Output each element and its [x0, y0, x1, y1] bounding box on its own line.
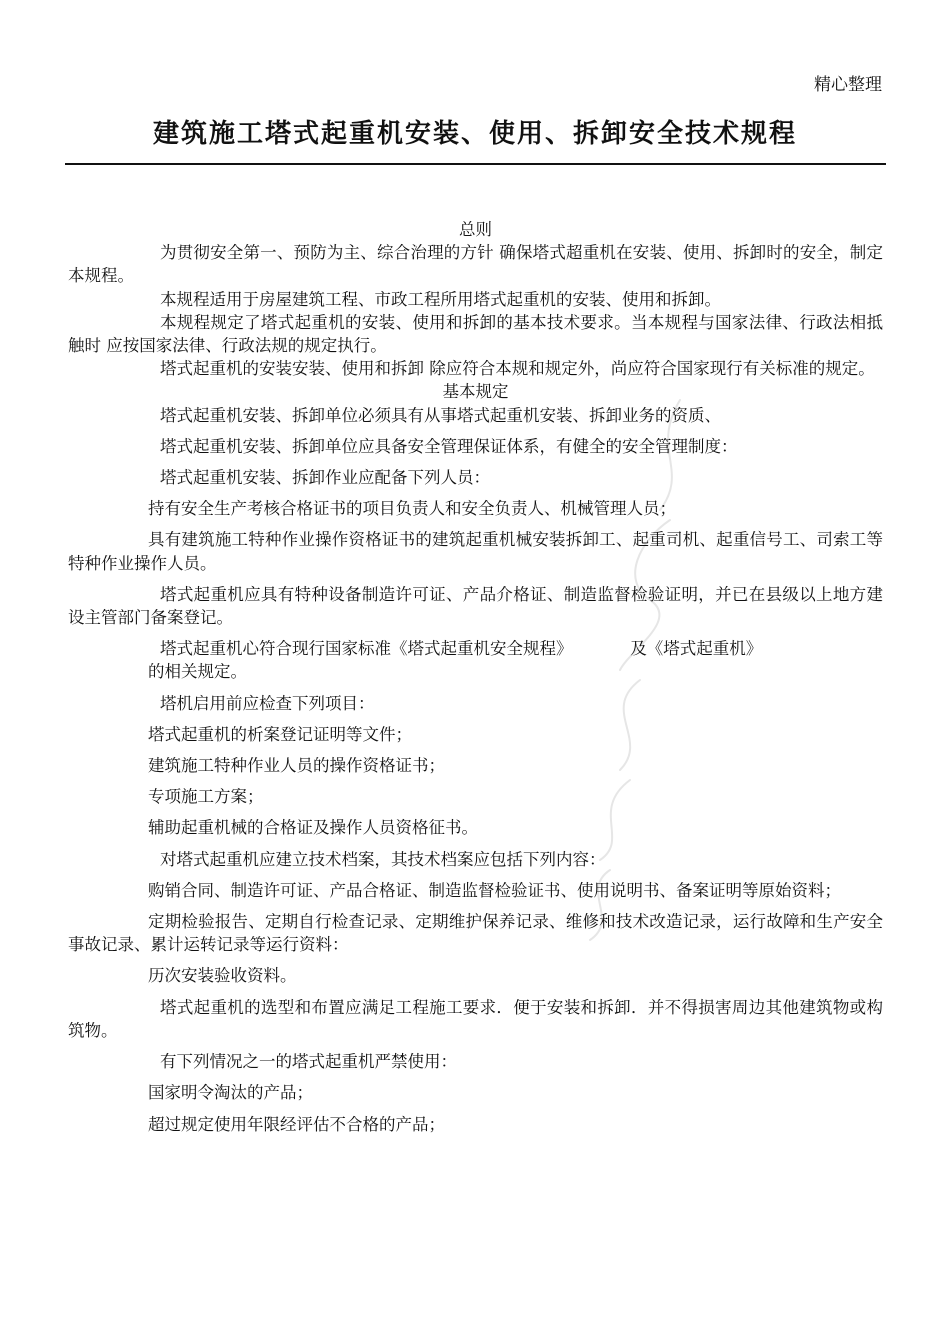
- body-paragraph: 辅助起重机械的合格证及操作人员资格征书。: [148, 818, 478, 838]
- document-title: 建筑施工塔式起重机安装、使用、拆卸安全技术规程: [152, 119, 797, 149]
- body-paragraph: 塔式起重机心符合现行国家标准《塔式起重机安全规程》 及《塔式起重机》: [160, 639, 763, 659]
- body-paragraph: 塔式起重机的选型和布置应满足工程施工要求．便于安装和拆卸．并不得损害周边其他建筑物或构筑物。: [68, 997, 883, 1040]
- header-tag: 精心整理: [814, 75, 882, 95]
- body-paragraph: 具有建筑施工特种作业操作资格证书的建筑起重机械安装拆卸工、起重司机、起重信号工、司索工等特种作业操作人员。: [68, 530, 883, 573]
- body-paragraph: 的相关规定。: [148, 662, 247, 682]
- body-paragraph: 建筑施工特种作业人员的操作资格证书；: [148, 756, 445, 776]
- body-paragraph: 专项施工方案；: [148, 787, 264, 807]
- body-paragraph: 定期检验报告、定期自行检查记录、定期维护保养记录、维修和技术改造记录，运行故障和生产安全事故记录、累计运转记录等运行资料：: [68, 912, 883, 955]
- section-heading: 总则: [459, 220, 492, 239]
- body-paragraph: 超过规定使用年限经评估不合格的产品；: [148, 1114, 445, 1134]
- body-paragraph: 有下列情况之一的塔式起重机严禁使用：: [160, 1052, 457, 1072]
- body-paragraph: 塔机启用前应检查下列项目：: [160, 693, 375, 713]
- body-paragraph: 塔式起重机安装、拆卸作业应配备下列人员：: [160, 468, 490, 488]
- body-paragraph: 对塔式起重机应建立技术档案，其技术档案应包括下列内容：: [160, 849, 606, 869]
- section-heading: 基本规定: [442, 382, 509, 402]
- body-paragraph: 塔式起重机应具有特种设备制造许可证、产品介格证、制造监督检验证明，并已在县级以上地方建设主管部门备案登记。: [68, 584, 883, 628]
- body-paragraph: 为贯彻安全第一、预防为主、综合治理的方针 确保塔式超重机在安装、使用、拆卸时的安全，制定本规程。: [68, 243, 883, 286]
- body-paragraph: 历次安装验收资料。: [148, 966, 297, 986]
- body-paragraph: 本规程规定了塔式起重机的安装、使用和拆卸的基本技术要求。当本规程与国家法律、行政法相抵触时 应按国家法律、行政法规的规定执行。: [68, 312, 883, 356]
- body-paragraph: 塔式起重机的析案登记证明等文件；: [148, 724, 412, 744]
- body-paragraph: 购销合同、制造许可证、产品合格证、制造监督检验证书、使用说明书、备案证明等原始资料；: [148, 880, 841, 900]
- body-paragraph: 国家明令淘汰的产品；: [148, 1083, 313, 1103]
- title-divider: [65, 163, 886, 165]
- document-body: [68, 218, 883, 1136]
- body-paragraph: 本规程适用于房屋建筑工程、市政工程所用塔式起重机的安装、使用和拆卸。: [160, 289, 721, 309]
- body-paragraph: 塔式起重机的安装安装、使用和拆卸 除应符合本规和规定外，尚应符合国家现行有关标准的规定。: [160, 359, 875, 379]
- body-paragraph: 塔式起重机安装、拆卸单位必须具有从事塔式起重机安装、拆卸业务的资质、: [160, 405, 721, 425]
- body-paragraph: 塔式起重机安装、拆卸单位应具备安全管理保证体系，有健全的安全管理制度：: [160, 436, 738, 456]
- body-paragraph: 持有安全生产考核合格证书的项目负责人和安全负责人、机械管理人员；: [148, 499, 676, 519]
